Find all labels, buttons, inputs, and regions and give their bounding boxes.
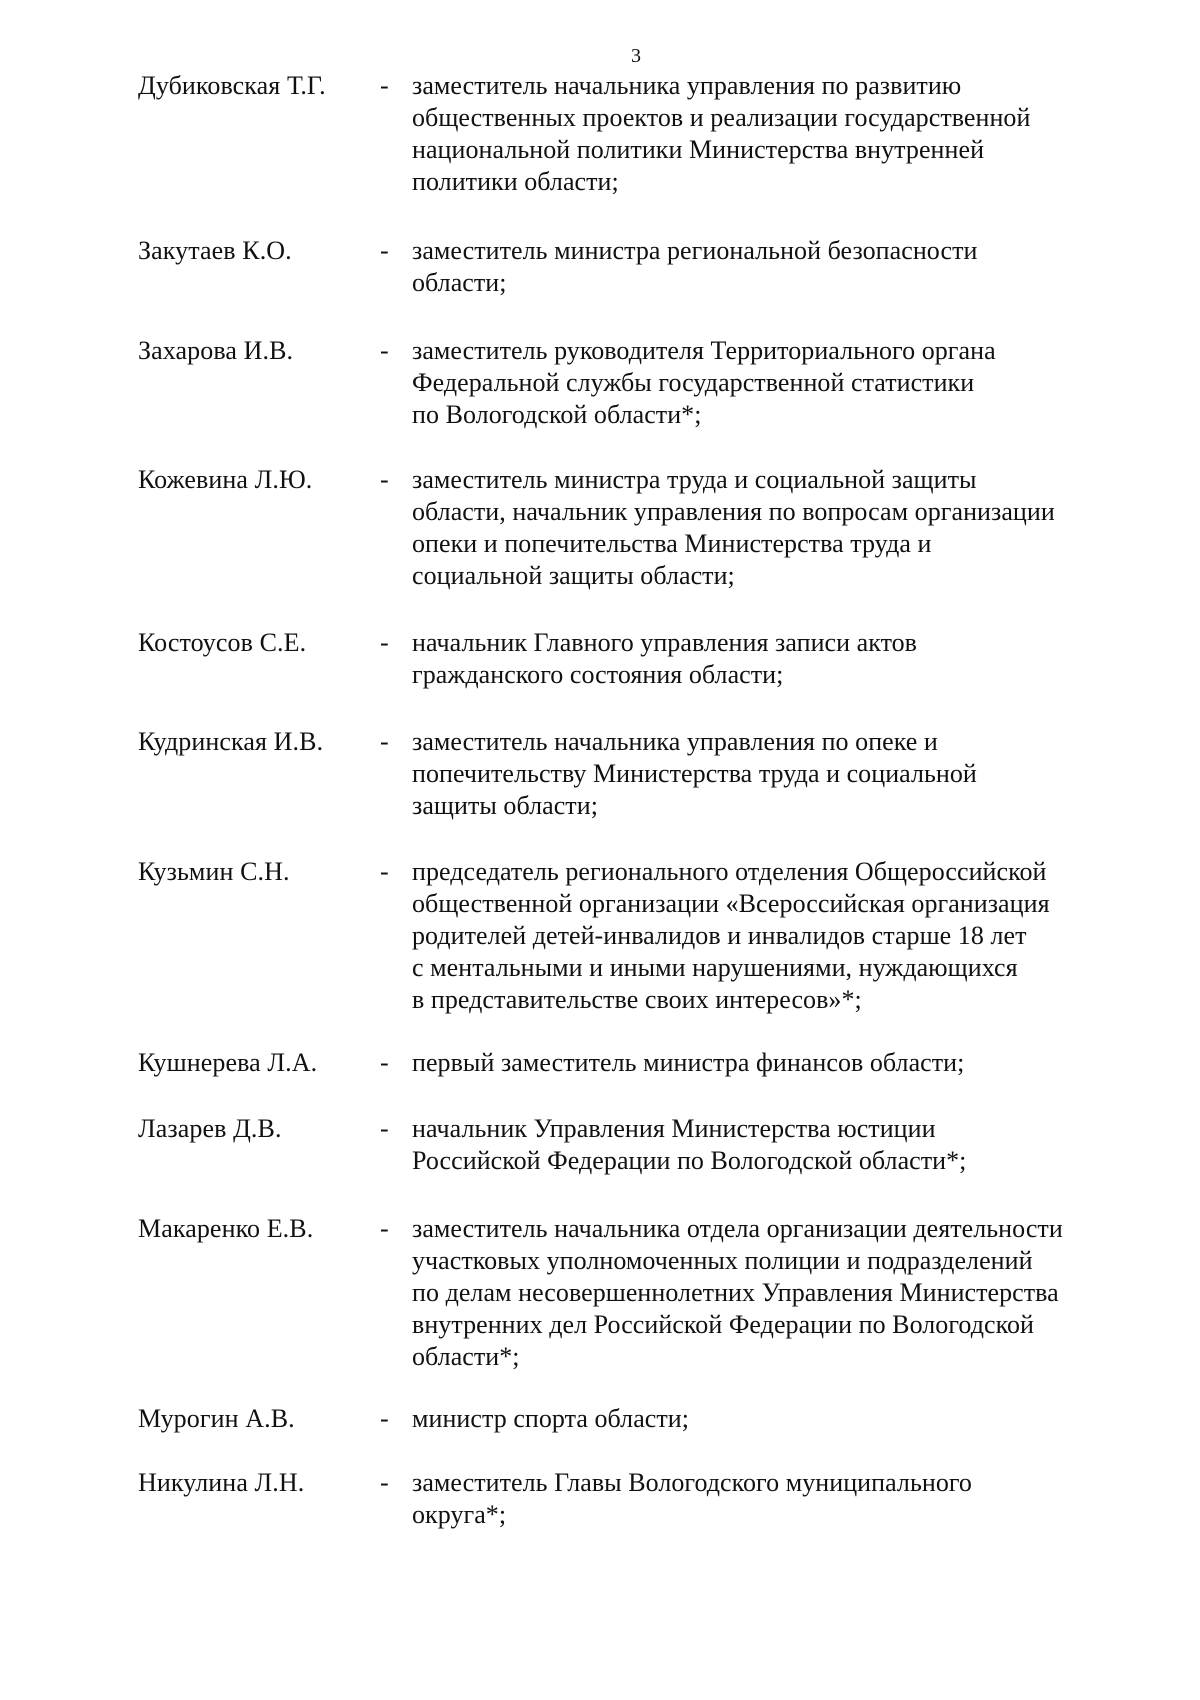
person-name: Дубиковская Т.Г. bbox=[138, 71, 326, 100]
person-name: Кожевина Л.Ю. bbox=[138, 465, 313, 494]
entry-dash: - bbox=[380, 236, 389, 265]
person-name: Макаренко Е.В. bbox=[138, 1214, 314, 1243]
person-name: Лазарев Д.В. bbox=[138, 1114, 282, 1143]
entry-dash: - bbox=[380, 1404, 389, 1433]
entry-dash: - bbox=[380, 1048, 389, 1077]
person-position: заместитель начальника управления по опеке и попечительству Министерства труда и социальной защиты области; bbox=[412, 727, 977, 820]
person-position: заместитель министра региональной безопасности области; bbox=[412, 236, 978, 297]
person-position: заместитель начальника отдела организации деятельности участковых уполномоченных полиции и подразделений по делам несовершеннолетних Управления Министерства внутренних дел Российской Федерации по Вологодской области*; bbox=[412, 1214, 1063, 1371]
person-name: Мурогин А.В. bbox=[138, 1404, 295, 1433]
entry-dash: - bbox=[380, 1114, 389, 1143]
person-position: первый заместитель министра финансов области; bbox=[412, 1048, 965, 1077]
entry-dash: - bbox=[380, 727, 389, 756]
person-name: Кузьмин С.Н. bbox=[138, 857, 290, 886]
entry-dash: - bbox=[380, 465, 389, 494]
person-name: Закутаев К.О. bbox=[138, 236, 292, 265]
entry-dash: - bbox=[380, 1214, 389, 1243]
person-position: председатель регионального отделения Общероссийской общественной организации «Всероссийская организация родителей детей-инвалидов и инвалидов старше 18 лет с ментальными и иными нарушениями, нуждающихся в представительстве своих интересов»*; bbox=[412, 857, 1050, 1014]
page-number: 3 bbox=[631, 45, 641, 67]
person-position: заместитель руководителя Территориального органа Федеральной службы государственной статистики по Вологодской области*; bbox=[412, 336, 996, 429]
person-position: министр спорта области; bbox=[412, 1404, 690, 1433]
entry-dash: - bbox=[380, 1468, 389, 1497]
person-name: Захарова И.В. bbox=[138, 336, 294, 365]
person-name: Никулина Л.Н. bbox=[138, 1468, 305, 1497]
entry-dash: - bbox=[380, 628, 389, 657]
entry-dash: - bbox=[380, 857, 389, 886]
person-position: заместитель министра труда и социальной защиты области, начальник управления по вопросам организации опеки и попечительства Министерства труда и социальной защиты области; bbox=[412, 465, 1055, 590]
person-name: Костоусов С.Е. bbox=[138, 628, 307, 657]
person-name: Кушнерева Л.А. bbox=[138, 1048, 318, 1077]
person-position: начальник Управления Министерства юстиции Российской Федерации по Вологодской области*; bbox=[412, 1114, 967, 1175]
entry-dash: - bbox=[380, 336, 389, 365]
entry-dash: - bbox=[380, 71, 389, 100]
person-position: заместитель начальника управления по развитию общественных проектов и реализации государственной национальной политики Министерства внутренней политики области; bbox=[412, 71, 1031, 196]
person-position: заместитель Главы Вологодского муниципального округа*; bbox=[412, 1468, 972, 1529]
person-name: Кудринская И.В. bbox=[138, 727, 324, 756]
person-position: начальник Главного управления записи актов гражданского состояния области; bbox=[412, 628, 918, 689]
